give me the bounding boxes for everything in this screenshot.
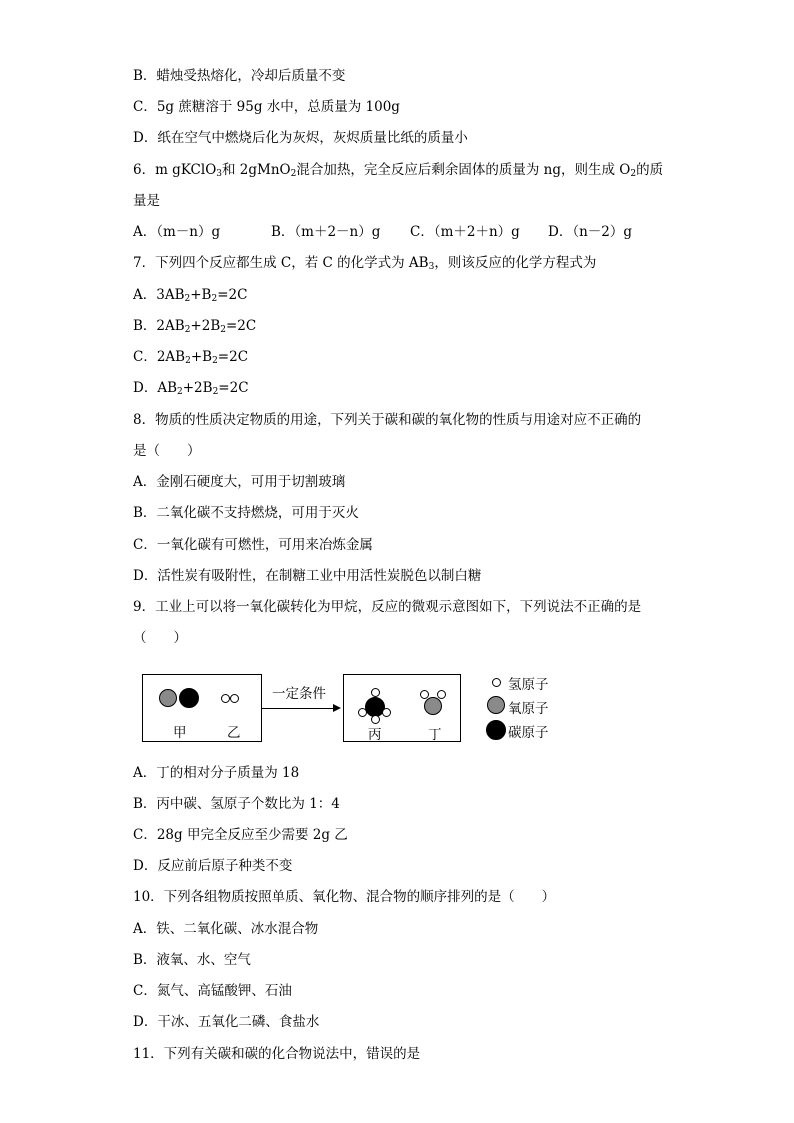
q11-stem: 11．下列有关碳和碳的化合物说法中，错误的是 — [133, 1046, 421, 1062]
q9-option-b: B．丙中碳、氢原子个数比为 1：4 — [133, 796, 340, 812]
q6-stem: 6．m gKClO$_3$和 2gMnO$_2$混合加热，完全反应后剩余固体的质量为 ng，则生成 $O_2$的质 — [133, 162, 664, 179]
h2o-hydrogen-atom — [437, 690, 446, 699]
reaction-arrow — [261, 708, 333, 709]
reaction-diagram — [140, 668, 570, 748]
q7-stem: 7．下列四个反应都生成 C，若 C 的化学式为 $AB_3$，则该反应的化学方程式为 — [133, 255, 597, 272]
label-jia: 甲 — [173, 725, 187, 741]
q7-option-a: A．$3AB_2+B_2=2C$ — [133, 287, 248, 304]
q6-option-a: A．（m－n）g — [133, 224, 221, 240]
q6-option-b: B．（m＋2－n）g — [271, 224, 381, 240]
q5-option-d: D．纸在空气中燃烧后化为灰烬，灰烬质量比纸的质量小 — [133, 130, 468, 146]
legend-hydrogen-label: 氢原子 — [508, 677, 549, 693]
co-oxygen-atom — [159, 689, 177, 707]
q8-option-c: C．一氧化碳有可燃性，可用来冶炼金属 — [133, 537, 373, 553]
q5-option-b: B．蜡烛受热熔化，冷却后质量不变 — [133, 68, 346, 84]
label-bing: 丙 — [368, 727, 382, 743]
q7-option-d: D．$AB_2+2B_2=2C$ — [133, 380, 249, 397]
q9-option-d: D．反应前后原子种类不变 — [133, 858, 293, 874]
q10-stem: 10．下列各组物质按照单质、氧化物、混合物的顺序排列的是（ ） — [133, 889, 556, 905]
q10-option-d: D．干冰、五氧化二磷、食盐水 — [133, 1014, 320, 1030]
label-yi: 乙 — [227, 725, 241, 741]
q5-option-c: C．5g 蔗糖溶于 95g 水中，总质量为 100g — [133, 99, 400, 115]
legend-oxygen-icon — [487, 696, 505, 714]
legend-oxygen-label: 氧原子 — [508, 701, 549, 717]
q7-option-c: C．$2AB_2+B_2=2C$ — [133, 349, 249, 366]
legend-carbon-icon — [486, 720, 506, 740]
q10-option-b: B．液氧、水、空气 — [133, 952, 251, 968]
arrow-head-icon — [333, 704, 341, 712]
q8-stem-line2: 是（ ） — [133, 443, 201, 459]
q6-stem-line2: 量是 — [133, 193, 160, 209]
q10-option-a: A．铁、二氧化碳、冰水混合物 — [133, 921, 319, 937]
h2-hydrogen-atom — [221, 694, 230, 703]
legend-hydrogen-icon — [492, 678, 501, 687]
q8-option-a: A．金刚石硬度大，可用于切割玻璃 — [133, 474, 346, 490]
reactant-box — [142, 674, 262, 742]
q6-option-c: C．（m＋2＋n）g — [410, 224, 520, 240]
legend-carbon-label: 碳原子 — [508, 725, 549, 741]
q10-option-c: C．氮气、高锰酸钾、石油 — [133, 983, 292, 999]
label-ding: 丁 — [428, 727, 442, 743]
co-carbon-atom — [179, 688, 199, 708]
q9-stem-line2: （ ） — [133, 630, 187, 646]
h2o-oxygen-atom — [424, 697, 442, 715]
ch4-hydrogen-atom — [358, 708, 367, 717]
h2-hydrogen-atom — [230, 694, 239, 703]
q8-option-d: D．活性炭有吸附性，在制糖工业中用活性炭脱色以制白糖 — [133, 568, 482, 584]
ch4-hydrogen-atom — [371, 688, 380, 697]
q8-stem: 8．物质的性质决定物质的用途，下列关于碳和碳的氧化物的性质与用途对应不正确的 — [133, 412, 642, 428]
q8-option-b: B．二氧化碳不支持燃烧，可用于灭火 — [133, 505, 359, 521]
q9-stem: 9．工业上可以将一氧化碳转化为甲烷，反应的微观示意图如下，下列说法不正确的是 — [133, 599, 642, 615]
q9-option-c: C．28g 甲完全反应至少需要 2g 乙 — [133, 827, 348, 843]
q7-option-b: B．$2AB_2+2B_2=2C$ — [133, 318, 257, 335]
q6-option-d: D．（n－2）g — [548, 224, 632, 240]
q9-option-a: A．丁的相对分子质量为 18 — [133, 765, 300, 781]
ch4-hydrogen-atom — [382, 708, 391, 717]
reaction-condition: 一定条件 — [272, 686, 326, 702]
product-box — [343, 674, 461, 742]
